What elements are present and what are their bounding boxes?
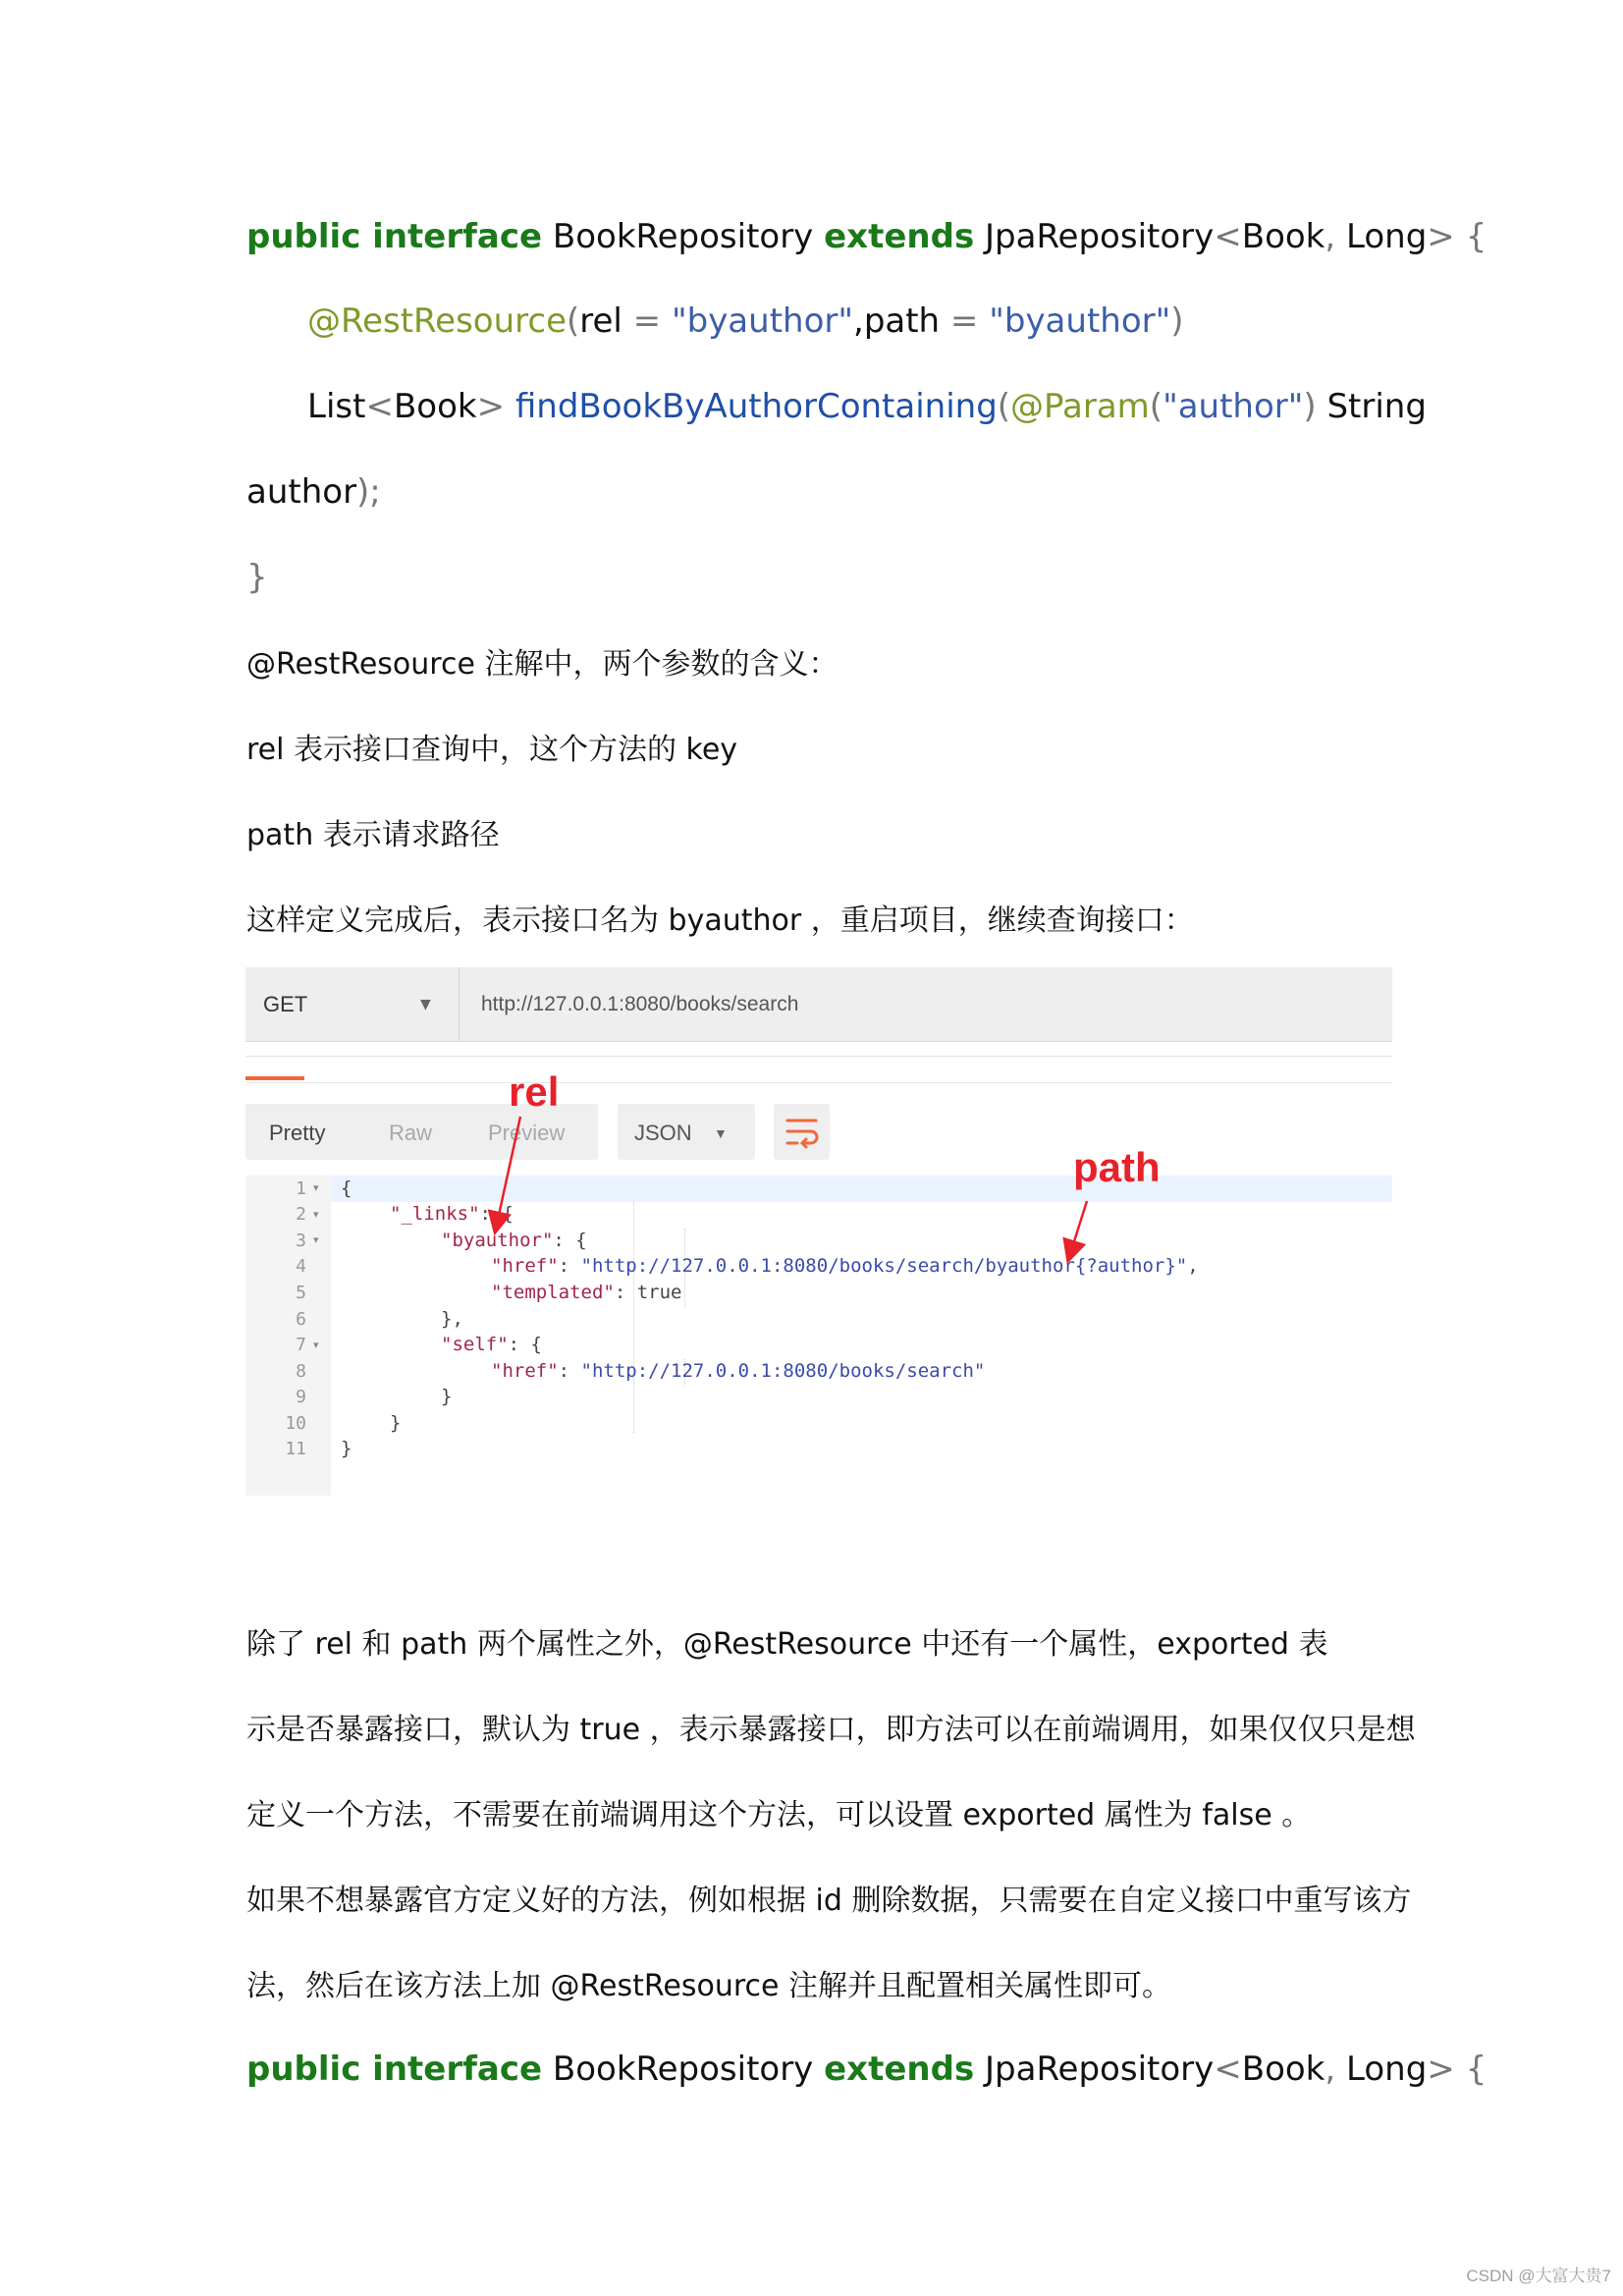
annotation-arrows: [245, 967, 1392, 1507]
paragraph-result-intro: 这样定义完成后，表示接口名为 byauthor ，重启项目，继续查询接口：: [246, 903, 1194, 938]
json-line: }: [441, 1386, 453, 1407]
tab-preview[interactable]: Preview: [488, 1121, 566, 1145]
paragraph-override-1: 如果不想暴露官方定义好的方法，例如根据 id 删除数据，只需要在自定义接口中重写该方: [246, 1884, 1412, 1918]
chevron-down-icon: ▼: [714, 1125, 728, 1141]
annotation-rel: rel: [509, 1068, 560, 1115]
json-line: "href": "http://127.0.0.1:8080/books/search/byauthor{?author}",: [491, 1255, 1199, 1277]
line-number: 10: [285, 1413, 306, 1434]
tab-raw[interactable]: Raw: [389, 1121, 433, 1145]
postman-screenshot: [245, 967, 1392, 1507]
code-line-param: author);: [246, 472, 381, 512]
json-line: "_links": {: [390, 1203, 514, 1225]
line-number: 4: [296, 1256, 306, 1277]
line-number: 2: [296, 1204, 306, 1225]
fold-toggle-icon[interactable]: ▾: [313, 1181, 319, 1194]
json-line: "self": {: [441, 1334, 542, 1355]
line-number: 8: [296, 1361, 306, 1382]
paragraph-path-meaning: path 表示请求路径: [246, 818, 500, 852]
format-label: JSON: [634, 1121, 692, 1145]
url-input[interactable]: http://127.0.0.1:8080/books/search: [481, 993, 799, 1015]
annotation-path: path: [1073, 1144, 1161, 1190]
paragraph-exported-2: 示是否暴露接口，默认为 true ，表示暴露接口，即方法可以在前端调用，如果仅仅只是想: [246, 1713, 1416, 1747]
json-line: {: [341, 1177, 352, 1199]
line-number: 9: [296, 1387, 306, 1407]
tab-pretty[interactable]: Pretty: [269, 1121, 326, 1145]
json-line: "byauthor": {: [441, 1230, 587, 1251]
code-line-method-decl: List<Book> findBookByAuthorContaining(@Param("author") String: [307, 387, 1427, 426]
fold-toggle-icon[interactable]: ▾: [313, 1233, 319, 1246]
line-number: 7: [296, 1335, 306, 1355]
fold-toggle-icon[interactable]: ▾: [313, 1339, 319, 1351]
chevron-down-icon: ▼: [420, 997, 431, 1012]
paragraph-override-2: 法，然后在该方法上加 @RestResource 注解并且配置相关属性即可。: [246, 1969, 1171, 2003]
line-number: 6: [296, 1309, 306, 1330]
paragraph-rel-meaning: rel 表示接口查询中，这个方法的 key: [246, 733, 738, 767]
paragraph-annotation-params: @RestResource 注解中，两个参数的含义：: [246, 647, 839, 682]
json-line: }: [390, 1412, 402, 1434]
line-number: 11: [285, 1439, 306, 1459]
paragraph-exported-1: 除了 rel 和 path 两个属性之外，@RestResource 中还有一个属性，exported 表: [246, 1627, 1328, 1662]
json-line: "templated": true: [491, 1282, 682, 1303]
code-line-close-brace: }: [246, 558, 268, 597]
json-line: "href": "http://127.0.0.1:8080/books/search": [491, 1360, 986, 1382]
json-line: },: [441, 1308, 463, 1330]
json-line: }: [341, 1438, 352, 1459]
rel-arrow: [496, 1117, 520, 1229]
fold-toggle-icon[interactable]: ▾: [313, 1208, 319, 1221]
paragraph-exported-3: 定义一个方法，不需要在前端调用这个方法，可以设置 exported 属性为 false 。: [246, 1798, 1312, 1832]
path-arrow: [1069, 1201, 1087, 1257]
code-line-annotation: @RestResource(rel = "byauthor",path = "byauthor"): [307, 301, 1184, 341]
method-label: GET: [263, 992, 308, 1016]
line-number: 1: [296, 1178, 306, 1199]
code-line-interface-decl: public interface BookRepository extends JpaRepository<Book, Long> {: [246, 2050, 1488, 2089]
line-number: 5: [296, 1283, 306, 1303]
line-number: 3: [296, 1230, 306, 1251]
code-line-interface-decl: public interface BookRepository extends JpaRepository<Book, Long> {: [246, 217, 1488, 256]
watermark: CSDN @大富大贵7: [1466, 2267, 1611, 2285]
